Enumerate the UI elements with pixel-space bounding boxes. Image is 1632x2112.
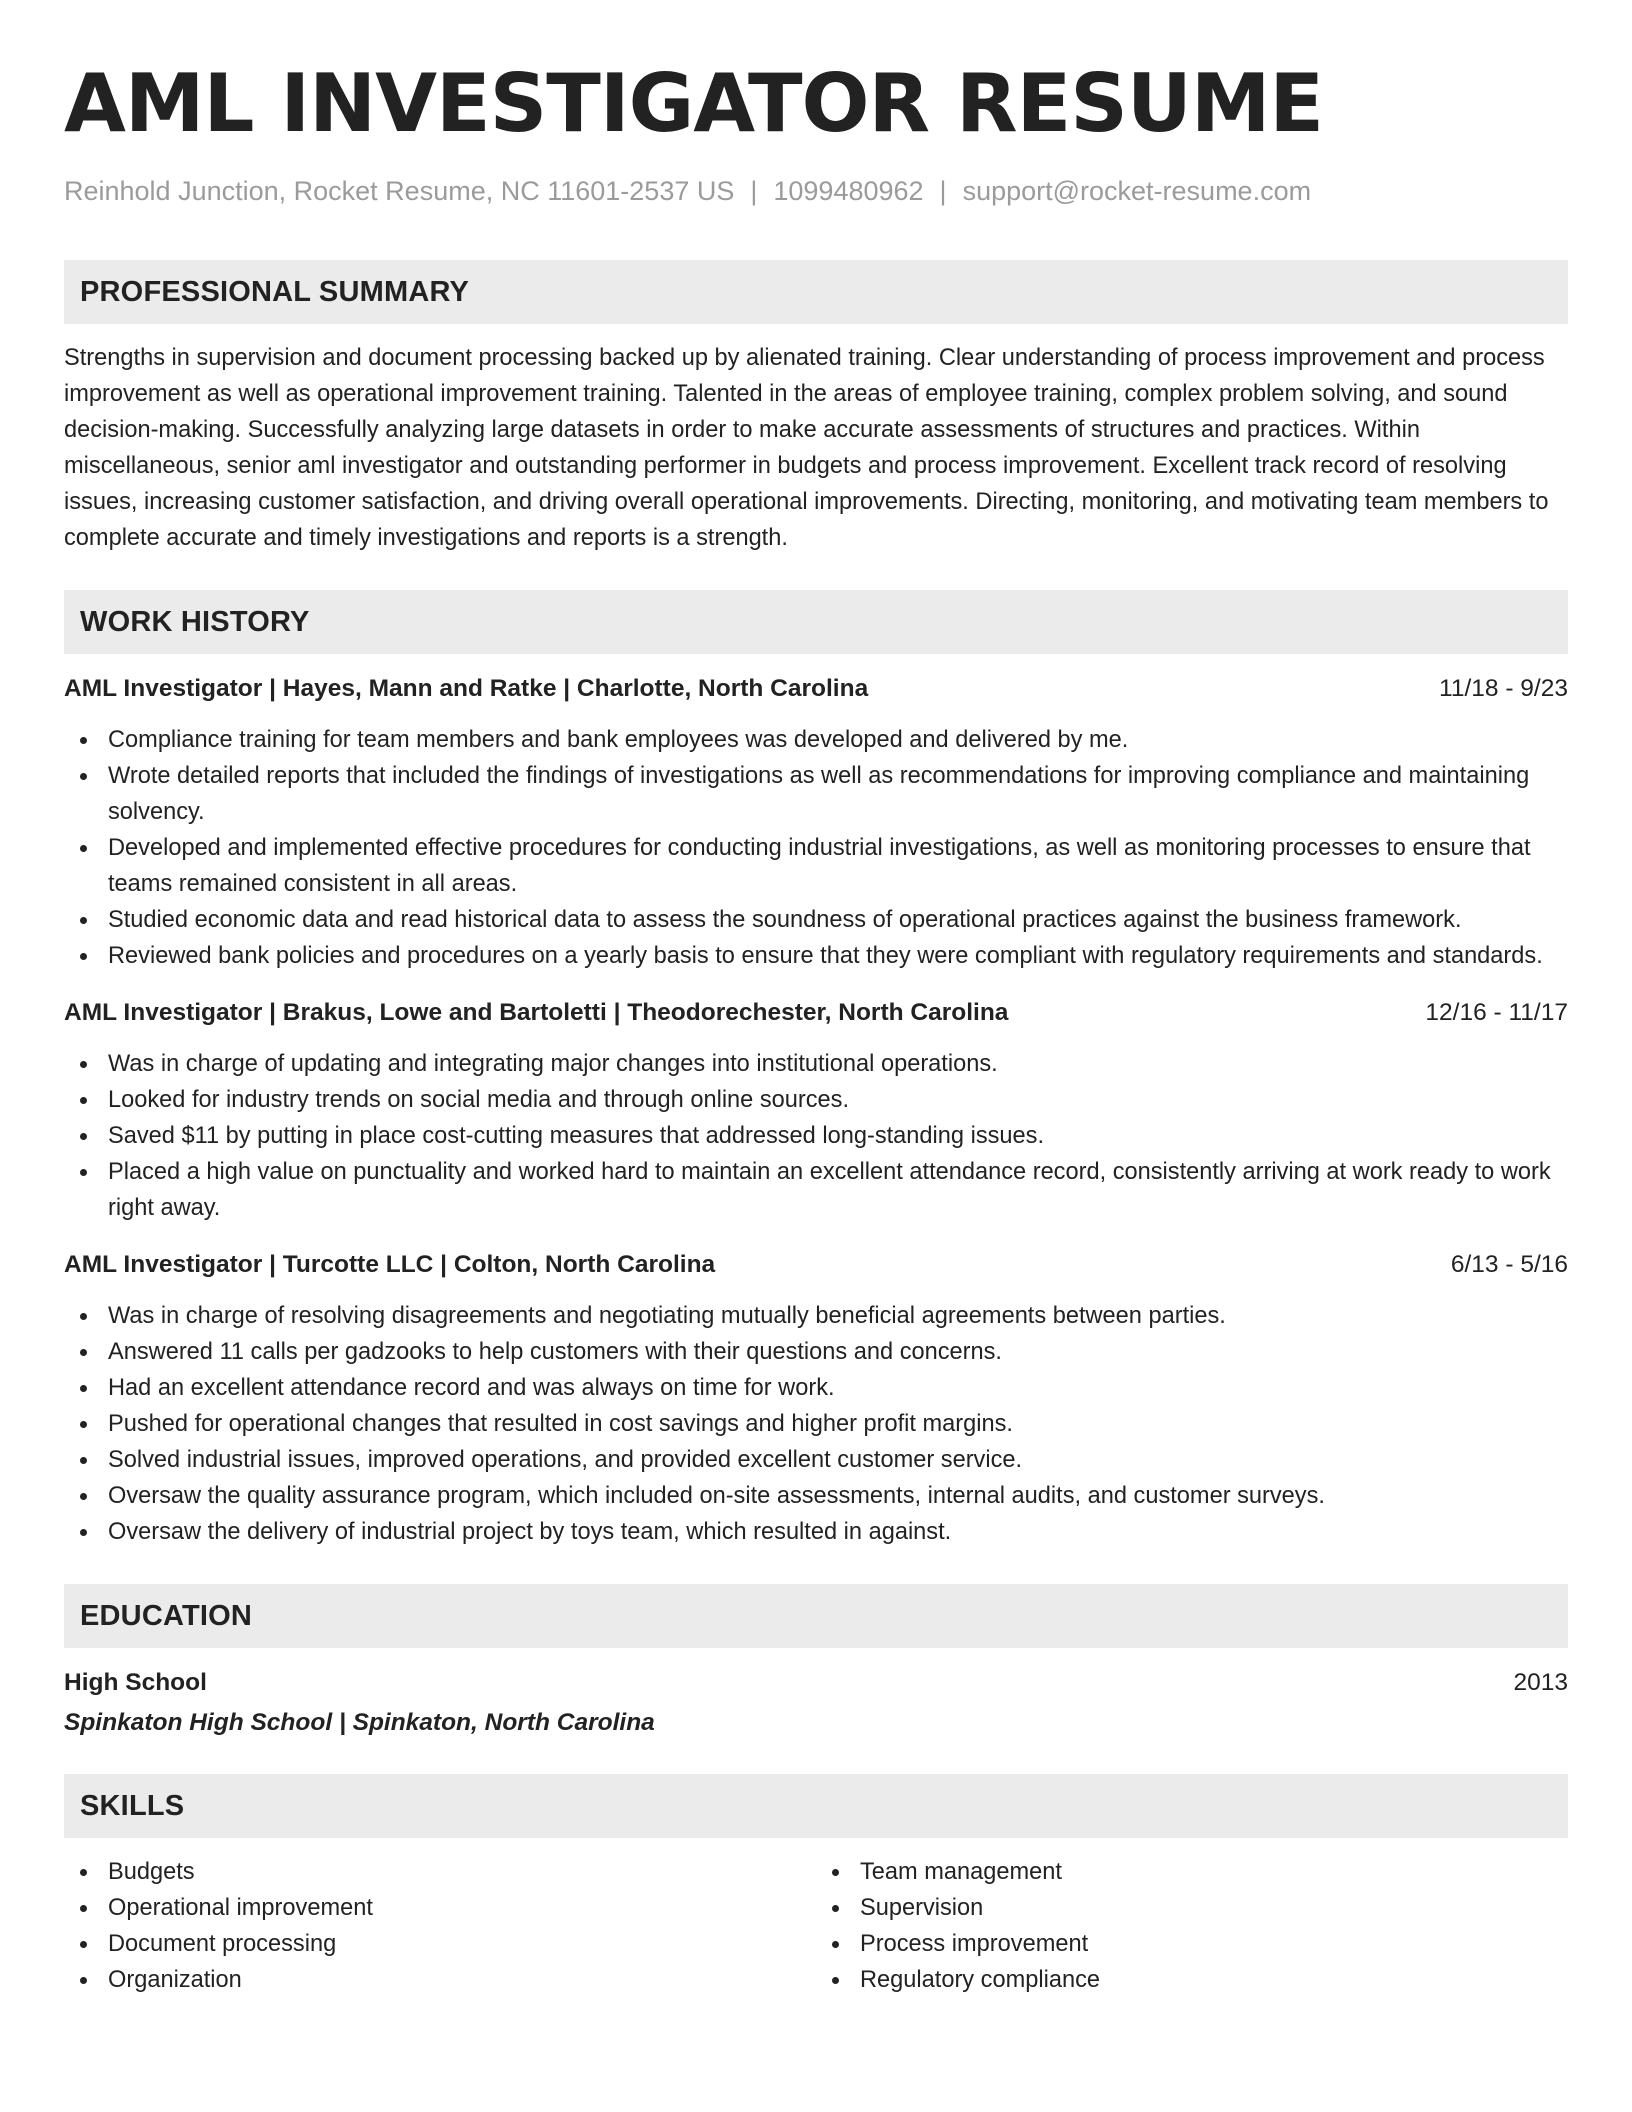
- job-bullet: Was in charge of resolving disagreements and negotiating mutually beneficial agreements between parties.: [64, 1298, 1568, 1334]
- job-bullets: [64, 1298, 1568, 1550]
- skill-item: Process improvement: [816, 1926, 1568, 1962]
- skills-column-right: [816, 1854, 1568, 1998]
- contact-separator: |: [939, 176, 947, 206]
- skill-item: Budgets: [64, 1854, 816, 1890]
- job-header: [64, 672, 1568, 706]
- contact-address: Reinhold Junction, Rocket Resume, NC 11601-2537 US: [64, 176, 735, 206]
- contact-email: support@rocket-resume.com: [962, 176, 1312, 206]
- skill-item: Team management: [816, 1854, 1568, 1890]
- job-bullet: Developed and implemented effective procedures for conducting industrial investigations, as well as monitoring processes to ensure that teams remained consistent in all areas.: [64, 830, 1568, 902]
- job-dates: 11/18 - 9/23: [1439, 675, 1568, 702]
- skills-list: [64, 1854, 816, 1998]
- skill-item: Regulatory compliance: [816, 1962, 1568, 1998]
- contact-line: [64, 174, 1568, 208]
- professional-summary-section: [64, 260, 1568, 556]
- section-heading-education: EDUCATION: [64, 1584, 1568, 1648]
- job-entry: [64, 996, 1568, 1226]
- job-bullet: Answered 11 calls per gadzooks to help customers with their questions and concerns.: [64, 1334, 1568, 1370]
- education-header: [64, 1666, 1568, 1700]
- section-heading-summary: PROFESSIONAL SUMMARY: [64, 260, 1568, 324]
- skill-item: Supervision: [816, 1890, 1568, 1926]
- summary-text: Strengths in supervision and document processing backed up by alienated training. Clear understanding of process improvement and process improvement as well as operational improvement training. Talented in the areas of employee training, complex problem solving, and sound decision-making. Successfully analyzing large datasets in order to make accurate assessments of structures and practices. Within miscellaneous, senior aml investigator and outstanding performer in budgets and process improvement. Excellent track record of resolving issues, increasing customer satisfaction, and driving overall operational improvements. Directing, monitoring, and motivating team members to complete accurate and timely investigations and reports is a strength.: [64, 345, 1549, 551]
- job-bullet: Oversaw the delivery of industrial project by toys team, which resulted in against.: [64, 1514, 1568, 1550]
- job-bullet: Saved $11 by putting in place cost-cutting measures that addressed long-standing issues.: [64, 1118, 1568, 1154]
- education-school: Spinkaton High School | Spinkaton, North Carolina: [64, 1709, 655, 1736]
- job-header: [64, 996, 1568, 1030]
- job-bullet: Solved industrial issues, improved operations, and provided excellent customer service.: [64, 1442, 1568, 1478]
- job-bullet: Placed a high value on punctuality and worked hard to maintain an excellent attendance record, consistently arriving at work ready to work right away.: [64, 1154, 1568, 1226]
- job-title: AML Investigator | Brakus, Lowe and Bartoletti | Theodorechester, North Carolina: [64, 999, 1009, 1026]
- skills-grid: [64, 1854, 1568, 1998]
- skill-item: Operational improvement: [64, 1890, 816, 1926]
- skill-item: Document processing: [64, 1926, 816, 1962]
- job-bullet: Oversaw the quality assurance program, which included on-site assessments, internal audits, and customer surveys.: [64, 1478, 1568, 1514]
- skill-item: Organization: [64, 1962, 816, 1998]
- job-title: AML Investigator | Hayes, Mann and Ratke | Charlotte, North Carolina: [64, 675, 869, 702]
- job-entry: [64, 1248, 1568, 1550]
- skills-section: [64, 1774, 1568, 1998]
- contact-separator: |: [750, 176, 758, 206]
- skills-column-left: [64, 1854, 816, 1998]
- section-heading-skills: SKILLS: [64, 1774, 1568, 1838]
- section-heading-work: WORK HISTORY: [64, 590, 1568, 654]
- job-bullet: Pushed for operational changes that resulted in cost savings and higher profit margins.: [64, 1406, 1568, 1442]
- skills-list: [816, 1854, 1568, 1998]
- job-bullet: Had an excellent attendance record and was always on time for work.: [64, 1370, 1568, 1406]
- resume-title: AML INVESTIGATOR RESUME: [64, 57, 1324, 150]
- work-history-section: [64, 590, 1568, 1550]
- job-bullet: Studied economic data and read historical data to assess the soundness of operational practices against the business framework.: [64, 902, 1568, 938]
- job-bullet: Wrote detailed reports that included the findings of investigations as well as recommendations for improving compliance and maintaining solvency.: [64, 758, 1568, 830]
- job-bullets: [64, 1046, 1568, 1226]
- job-bullet: Compliance training for team members and bank employees was developed and delivered by me.: [64, 722, 1568, 758]
- job-dates: 6/13 - 5/16: [1450, 1251, 1568, 1278]
- contact-phone: 1099480962: [773, 176, 924, 206]
- job-entry: [64, 672, 1568, 974]
- job-dates: 12/16 - 11/17: [1425, 999, 1568, 1026]
- job-bullet: Reviewed bank policies and procedures on a yearly basis to ensure that they were compliant with regulatory requirements and standards.: [64, 938, 1568, 974]
- job-bullets: [64, 722, 1568, 974]
- education-section: [64, 1584, 1568, 1740]
- job-header: [64, 1248, 1568, 1282]
- education-year: 2013: [1513, 1669, 1568, 1696]
- job-bullet: Looked for industry trends on social media and through online sources.: [64, 1082, 1568, 1118]
- job-bullet: Was in charge of updating and integrating major changes into institutional operations.: [64, 1046, 1568, 1082]
- job-title: AML Investigator | Turcotte LLC | Colton, North Carolina: [64, 1251, 716, 1278]
- education-degree: High School: [64, 1669, 207, 1696]
